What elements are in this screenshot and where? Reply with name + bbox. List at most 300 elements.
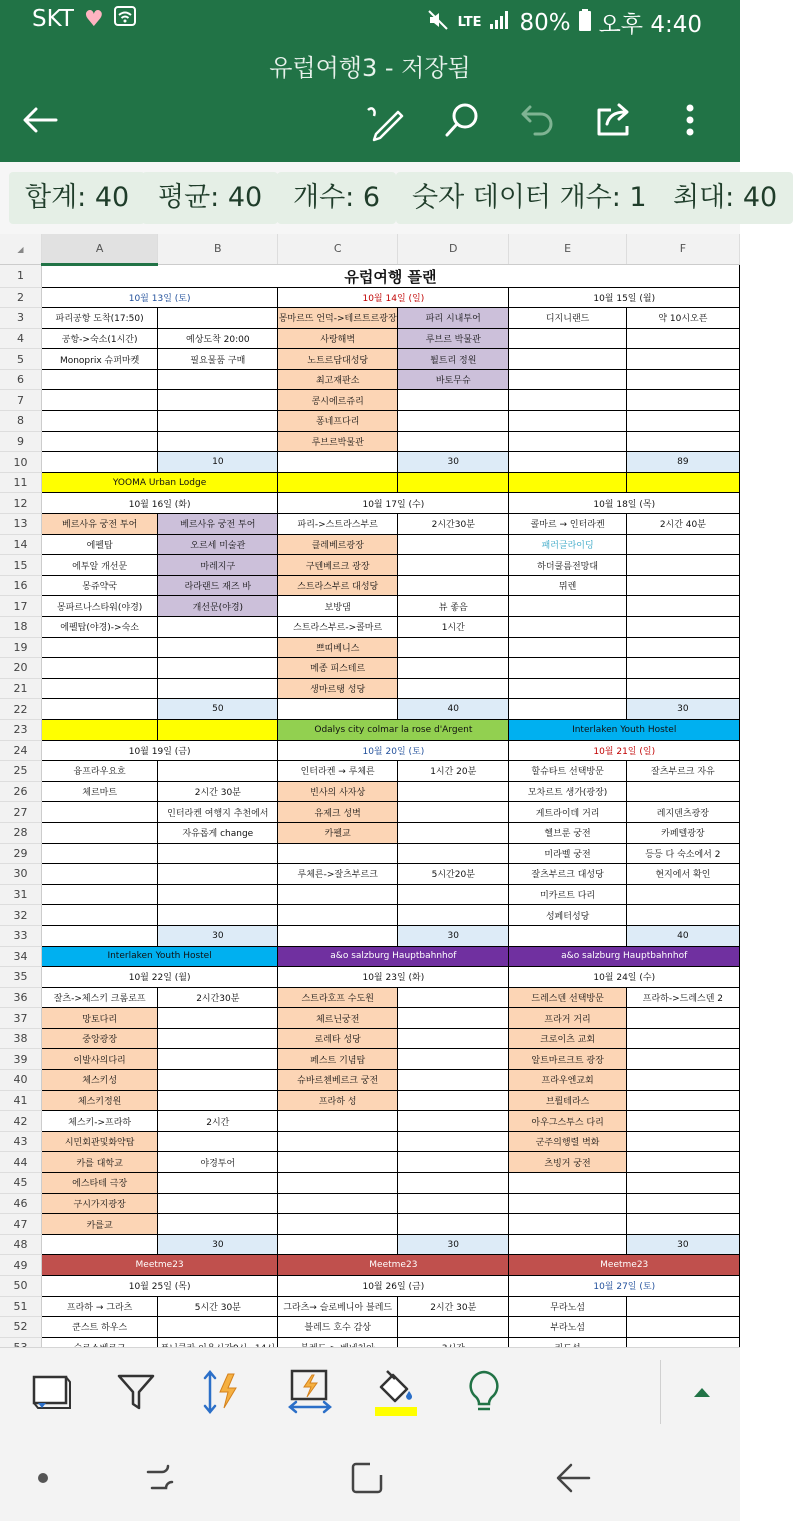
cell[interactable]: 40 — [398, 699, 509, 720]
cell[interactable] — [158, 843, 278, 864]
cell[interactable]: 10월 24일 (수) — [509, 967, 740, 988]
cell[interactable]: 시민회관및화약탑 — [41, 1131, 157, 1152]
draw-button[interactable] — [362, 98, 406, 142]
cell[interactable]: 콜마르 → 인터라켄 — [509, 514, 626, 535]
select-sheet-button[interactable] — [24, 1366, 76, 1418]
cell[interactable]: 망토다리 — [41, 1008, 157, 1029]
cell[interactable]: 잘츠->체스키 크롬로프 — [41, 987, 157, 1008]
cell[interactable]: 체스키성 — [41, 1070, 157, 1091]
cell[interactable]: 30 — [158, 925, 278, 946]
cell[interactable] — [509, 617, 626, 638]
column-header-c[interactable]: C — [278, 234, 398, 264]
cell[interactable] — [278, 452, 398, 473]
row-header[interactable]: 17 — [0, 596, 41, 617]
row-header[interactable]: 34 — [0, 946, 41, 967]
row-header[interactable]: 32 — [0, 905, 41, 926]
cell[interactable]: 2시간 30분 — [158, 781, 278, 802]
row-header[interactable]: 52 — [0, 1317, 41, 1338]
cell[interactable]: 50 — [158, 699, 278, 720]
cell[interactable] — [41, 719, 157, 740]
cell[interactable]: 약 10시오픈 — [626, 308, 739, 329]
cell[interactable]: 10월 14일 (일) — [278, 287, 509, 308]
row-header[interactable]: 18 — [0, 617, 41, 638]
cell[interactable] — [398, 637, 509, 658]
cell[interactable] — [158, 1028, 278, 1049]
cell[interactable]: 카펠교 — [278, 822, 398, 843]
cell[interactable]: Odalys city colmar la rose d'Argent — [278, 719, 509, 740]
cell[interactable] — [509, 328, 626, 349]
share-button[interactable] — [592, 98, 636, 142]
cell[interactable] — [398, 802, 509, 823]
ideas-button[interactable] — [458, 1366, 510, 1418]
cell[interactable] — [41, 905, 157, 926]
row-header[interactable]: 19 — [0, 637, 41, 658]
row-header[interactable]: 27 — [0, 802, 41, 823]
column-header-e[interactable]: E — [509, 234, 626, 264]
row-header[interactable]: 38 — [0, 1028, 41, 1049]
cell[interactable]: 모차르트 생가(광장) — [509, 781, 626, 802]
cell[interactable]: 마레지구 — [158, 555, 278, 576]
cell[interactable] — [398, 781, 509, 802]
cell[interactable] — [158, 637, 278, 658]
row-header[interactable]: 48 — [0, 1234, 41, 1255]
cell[interactable]: 10월 22일 (월) — [41, 967, 277, 988]
cell[interactable]: 프라우엔교회 — [509, 1070, 626, 1091]
cell[interactable] — [158, 864, 278, 885]
cell[interactable]: 브륄테라스 — [509, 1090, 626, 1111]
cell[interactable] — [626, 1090, 739, 1111]
cell[interactable] — [41, 843, 157, 864]
row-header[interactable]: 43 — [0, 1131, 41, 1152]
nav-dot-button[interactable] — [20, 1455, 66, 1501]
row-header[interactable]: 6 — [0, 369, 41, 390]
search-button[interactable] — [440, 98, 484, 142]
cell[interactable] — [278, 925, 398, 946]
cell[interactable]: 몽파르나스타워(야경) — [41, 596, 157, 617]
cell[interactable] — [626, 781, 739, 802]
cell[interactable]: Meetme23 — [41, 1255, 277, 1276]
row-header[interactable]: 47 — [0, 1214, 41, 1235]
cell[interactable]: 10월 21일 (일) — [509, 740, 740, 761]
cell[interactable] — [278, 1193, 398, 1214]
cell[interactable]: Interlaken Youth Hostel — [41, 946, 277, 967]
cell[interactable]: 스트라스부르->콜마르 — [278, 617, 398, 638]
cell[interactable]: 10월 23일 (화) — [278, 967, 509, 988]
cell[interactable] — [626, 1193, 739, 1214]
cell[interactable]: 군주의행렬 벽화 — [509, 1131, 626, 1152]
cell[interactable] — [158, 369, 278, 390]
row-header[interactable]: 11 — [0, 472, 41, 493]
cell[interactable]: 최고재판소 — [278, 369, 398, 390]
row-header[interactable]: 44 — [0, 1152, 41, 1173]
cell[interactable] — [158, 411, 278, 432]
cell[interactable] — [278, 1152, 398, 1173]
cell[interactable]: 보방댐 — [278, 596, 398, 617]
row-header[interactable]: 35 — [0, 967, 41, 988]
cell[interactable] — [158, 678, 278, 699]
cell[interactable]: 하더쿨름전망대 — [509, 555, 626, 576]
cell[interactable] — [626, 411, 739, 432]
cell[interactable]: 페스트 기념탑 — [278, 1049, 398, 1070]
cell[interactable]: 스트라호프 수도원 — [278, 987, 398, 1008]
cell[interactable]: 그라츠→ 슬로베니아 블레드 — [278, 1296, 398, 1317]
cell[interactable]: 헬브룬 궁전 — [509, 822, 626, 843]
cell[interactable]: 튈트리 정원 — [398, 349, 509, 370]
cell[interactable]: 베르사유 궁전 투어 — [41, 514, 157, 535]
cell[interactable]: 체스키->프라하 — [41, 1111, 157, 1132]
cell[interactable]: 츠빙거 궁전 — [509, 1152, 626, 1173]
cell[interactable]: 잘츠부르크 대성당 — [509, 864, 626, 885]
cell[interactable] — [278, 843, 398, 864]
cell[interactable] — [626, 369, 739, 390]
cell[interactable]: 5시간20분 — [398, 864, 509, 885]
cell[interactable]: 30 — [626, 699, 739, 720]
cell[interactable]: 패러글라이딩 — [509, 534, 626, 555]
cell[interactable] — [398, 1070, 509, 1091]
cell[interactable]: 라라랜드 재즈 바 — [158, 575, 278, 596]
cell[interactable]: 현지에서 확인 — [626, 864, 739, 885]
cell[interactable] — [158, 1049, 278, 1070]
cell[interactable] — [626, 884, 739, 905]
cell[interactable]: 30 — [398, 1234, 509, 1255]
cell[interactable] — [398, 1111, 509, 1132]
row-header[interactable]: 42 — [0, 1111, 41, 1132]
cell[interactable] — [626, 390, 739, 411]
cell[interactable]: 에투알 개선문 — [41, 555, 157, 576]
row-header[interactable]: 13 — [0, 514, 41, 535]
cell[interactable] — [398, 390, 509, 411]
cell[interactable] — [398, 575, 509, 596]
cell[interactable] — [626, 1131, 739, 1152]
cell[interactable] — [626, 1111, 739, 1132]
cell[interactable]: 프라거 거리 — [509, 1008, 626, 1029]
row-header[interactable]: 36 — [0, 987, 41, 1008]
cell[interactable] — [398, 431, 509, 452]
cell[interactable] — [41, 1234, 157, 1255]
cell[interactable] — [41, 658, 157, 679]
cell[interactable]: 로레타 성당 — [278, 1028, 398, 1049]
cell[interactable] — [158, 1131, 278, 1152]
recent-apps-button[interactable] — [137, 1455, 183, 1501]
cell[interactable] — [158, 1008, 278, 1029]
cell[interactable] — [398, 1152, 509, 1173]
cell[interactable] — [626, 1296, 739, 1317]
select-all-corner[interactable] — [0, 234, 41, 264]
cell[interactable] — [626, 431, 739, 452]
cell[interactable]: 할슈타트 선택방문 — [509, 761, 626, 782]
cell[interactable]: 10월 18일 (목) — [509, 493, 740, 514]
cell[interactable] — [626, 658, 739, 679]
cell[interactable] — [41, 431, 157, 452]
cell[interactable] — [41, 699, 157, 720]
cell[interactable]: Monoprix 슈퍼마켓 — [41, 349, 157, 370]
cell[interactable]: 10월 16일 (화) — [41, 493, 277, 514]
cell[interactable] — [158, 308, 278, 329]
row-header[interactable]: 37 — [0, 1008, 41, 1029]
cell[interactable]: 중앙광장 — [41, 1028, 157, 1049]
cell[interactable] — [509, 678, 626, 699]
max-chip[interactable]: 최대: 40 — [657, 172, 793, 224]
cell[interactable]: 30 — [158, 1234, 278, 1255]
row-header[interactable]: 51 — [0, 1296, 41, 1317]
cell[interactable] — [509, 390, 626, 411]
cell[interactable] — [398, 1049, 509, 1070]
cell[interactable] — [41, 802, 157, 823]
cell[interactable] — [41, 884, 157, 905]
cell[interactable]: 2시간 — [158, 1111, 278, 1132]
cell[interactable]: Meetme23 — [509, 1255, 740, 1276]
cell[interactable] — [398, 1131, 509, 1152]
cell[interactable] — [509, 369, 626, 390]
cell[interactable]: 10 — [158, 452, 278, 473]
cell[interactable] — [509, 411, 626, 432]
cell[interactable]: 뮈렌 — [509, 575, 626, 596]
row-header[interactable]: 4 — [0, 328, 41, 349]
cell[interactable]: 생마르탱 성당 — [278, 678, 398, 699]
row-header[interactable]: 24 — [0, 740, 41, 761]
cell[interactable]: 30 — [626, 1234, 739, 1255]
fill-color-button[interactable] — [370, 1366, 422, 1418]
cell[interactable] — [398, 1028, 509, 1049]
cell[interactable]: 2시간30분 — [158, 987, 278, 1008]
cell[interactable]: 드레스덴 선택방문 — [509, 987, 626, 1008]
cell[interactable]: 30 — [398, 452, 509, 473]
cell[interactable] — [41, 822, 157, 843]
cell[interactable] — [626, 1152, 739, 1173]
cell[interactable]: 몽마르뜨 언덕->테르트르광장 — [278, 308, 398, 329]
row-header[interactable]: 9 — [0, 431, 41, 452]
cell[interactable] — [158, 390, 278, 411]
numeric-count-chip[interactable]: 숫자 데이터 개수: 1 — [396, 172, 663, 224]
cell[interactable] — [509, 1214, 626, 1235]
cell[interactable]: 인터라켄 여행지 추천에서 — [158, 802, 278, 823]
cell[interactable]: 무라노섬 — [509, 1296, 626, 1317]
cell[interactable] — [41, 864, 157, 885]
cell[interactable]: YOOMA Urban Lodge — [41, 472, 277, 493]
cell[interactable]: 퐁네프다리 — [278, 411, 398, 432]
row-header[interactable]: 30 — [0, 864, 41, 885]
cell[interactable] — [626, 1173, 739, 1194]
cell[interactable] — [158, 1070, 278, 1091]
cell[interactable]: 에스타테 극장 — [41, 1173, 157, 1194]
cell[interactable]: 자유롭게 change — [158, 822, 278, 843]
system-back-button[interactable] — [550, 1455, 596, 1501]
row-header[interactable]: 46 — [0, 1193, 41, 1214]
cell[interactable]: 체르닌궁전 — [278, 1008, 398, 1029]
cell[interactable]: 루브르박물관 — [278, 431, 398, 452]
cell[interactable]: 1시간 20분 — [398, 761, 509, 782]
cell[interactable]: 레지덴츠광장 — [626, 802, 739, 823]
cell[interactable]: 필요물품 구매 — [158, 349, 278, 370]
cell[interactable]: a&o salzburg Hauptbahnhof — [278, 946, 509, 967]
cell[interactable]: 1시간 — [398, 617, 509, 638]
cell[interactable]: 노트르담대성당 — [278, 349, 398, 370]
row-header[interactable]: 15 — [0, 555, 41, 576]
cell[interactable]: 체르마트 — [41, 781, 157, 802]
cell[interactable] — [509, 431, 626, 452]
cell[interactable]: 크로이츠 교회 — [509, 1028, 626, 1049]
cell[interactable] — [626, 905, 739, 926]
cell[interactable]: 2시간 30분 — [398, 1296, 509, 1317]
autofit-column-width-button[interactable] — [284, 1366, 336, 1418]
cell[interactable] — [626, 555, 739, 576]
cell[interactable] — [398, 1317, 509, 1338]
cell[interactable]: 프라하 성 — [278, 1090, 398, 1111]
cell[interactable]: 유제크 성벽 — [278, 802, 398, 823]
cell[interactable] — [398, 534, 509, 555]
cell[interactable]: 등등 다 숙소에서 2 — [626, 843, 739, 864]
cell[interactable] — [278, 1234, 398, 1255]
cell[interactable]: 10월 17일 (수) — [278, 493, 509, 514]
cell[interactable]: 게트라이데 거리 — [509, 802, 626, 823]
autofit-row-height-button[interactable] — [196, 1366, 248, 1418]
cell[interactable] — [398, 555, 509, 576]
cell[interactable] — [626, 596, 739, 617]
cell[interactable]: 구시가지광장 — [41, 1193, 157, 1214]
cell[interactable] — [278, 1173, 398, 1194]
cell[interactable]: 프라하->드레스덴 2 — [626, 987, 739, 1008]
cell[interactable]: 예상도착 20:00 — [158, 328, 278, 349]
cell[interactable]: 구텐베르크 광장 — [278, 555, 398, 576]
cell[interactable]: 파리공항 도착(17:50) — [41, 308, 157, 329]
row-header[interactable]: 20 — [0, 658, 41, 679]
cell[interactable] — [278, 1131, 398, 1152]
cell[interactable]: 메종 피스테르 — [278, 658, 398, 679]
cell[interactable] — [509, 658, 626, 679]
cell[interactable]: 공항->숙소(1시간) — [41, 328, 157, 349]
cell[interactable]: 이발사의다리 — [41, 1049, 157, 1070]
cell[interactable]: 루체른->잘츠부르크 — [278, 864, 398, 885]
cell[interactable] — [626, 1049, 739, 1070]
cell[interactable]: 에펠탑(야경)->숙소 — [41, 617, 157, 638]
cell[interactable]: a&o salzburg Hauptbahnhof — [509, 946, 740, 967]
cell[interactable] — [41, 925, 157, 946]
cell[interactable]: 잘츠부르크 자유 — [626, 761, 739, 782]
row-header[interactable]: 22 — [0, 699, 41, 720]
cell[interactable] — [278, 472, 398, 493]
cell[interactable] — [626, 617, 739, 638]
cell[interactable] — [398, 843, 509, 864]
row-header[interactable]: 14 — [0, 534, 41, 555]
row-header[interactable]: 25 — [0, 761, 41, 782]
cell[interactable] — [509, 596, 626, 617]
cell[interactable]: 개선문(야경) — [158, 596, 278, 617]
cell[interactable] — [398, 1008, 509, 1029]
cell[interactable] — [626, 534, 739, 555]
cell[interactable]: 2시간 40분 — [626, 514, 739, 535]
spreadsheet-grid[interactable] — [0, 234, 740, 1347]
row-header[interactable]: 10 — [0, 452, 41, 473]
cell[interactable] — [158, 617, 278, 638]
cell[interactable]: 5시간 30분 — [158, 1296, 278, 1317]
cell[interactable] — [158, 658, 278, 679]
cell[interactable] — [626, 575, 739, 596]
count-chip[interactable]: 개수: 6 — [277, 172, 396, 224]
cell[interactable] — [158, 431, 278, 452]
row-header[interactable]: 8 — [0, 411, 41, 432]
cell[interactable]: 야경투어 — [158, 1152, 278, 1173]
cell[interactable] — [626, 1008, 739, 1029]
cell[interactable]: 89 — [626, 452, 739, 473]
cell[interactable] — [278, 1214, 398, 1235]
cell[interactable]: 에펠탑 — [41, 534, 157, 555]
cell[interactable] — [509, 1173, 626, 1194]
column-header-b[interactable]: B — [158, 234, 278, 264]
cell[interactable]: 10월 27일 (토) — [509, 1276, 740, 1297]
cell[interactable] — [398, 1090, 509, 1111]
cell[interactable] — [158, 884, 278, 905]
cell[interactable] — [626, 472, 739, 493]
row-header[interactable]: 28 — [0, 822, 41, 843]
cell[interactable] — [278, 884, 398, 905]
row-header[interactable]: 40 — [0, 1070, 41, 1091]
cell[interactable]: 빈사의 사자상 — [278, 781, 398, 802]
cell[interactable]: 체스키정원 — [41, 1090, 157, 1111]
cell[interactable]: 프라하 → 그라츠 — [41, 1296, 157, 1317]
row-header[interactable]: 29 — [0, 843, 41, 864]
cell[interactable] — [278, 905, 398, 926]
cell[interactable] — [158, 1214, 278, 1235]
row-header[interactable]: 45 — [0, 1173, 41, 1194]
cell[interactable]: 블레드 호수 감상 — [278, 1317, 398, 1338]
cell[interactable]: 뷰 좋음 — [398, 596, 509, 617]
cell[interactable]: 미라벨 궁전 — [509, 843, 626, 864]
cell[interactable] — [626, 678, 739, 699]
cell[interactable] — [509, 1234, 626, 1255]
row-header[interactable]: 16 — [0, 575, 41, 596]
cell[interactable] — [278, 1111, 398, 1132]
undo-button[interactable] — [516, 98, 560, 142]
cell[interactable] — [509, 925, 626, 946]
cell[interactable] — [41, 452, 157, 473]
row-header[interactable]: 5 — [0, 349, 41, 370]
cell[interactable]: 10월 26일 (금) — [278, 1276, 509, 1297]
cell[interactable] — [398, 905, 509, 926]
row-header[interactable]: 12 — [0, 493, 41, 514]
back-button[interactable] — [18, 98, 62, 142]
row-header[interactable]: 41 — [0, 1090, 41, 1111]
cell[interactable] — [626, 1028, 739, 1049]
cell[interactable] — [398, 411, 509, 432]
cell[interactable] — [626, 1070, 739, 1091]
cell[interactable] — [626, 637, 739, 658]
cell[interactable]: 알트마르크트 광장 — [509, 1049, 626, 1070]
cell[interactable] — [158, 1090, 278, 1111]
cell[interactable]: 베르사유 궁전 투어 — [158, 514, 278, 535]
cell[interactable]: 클레베르광장 — [278, 534, 398, 555]
cell[interactable] — [158, 719, 278, 740]
cell[interactable]: 쿤스트 하우스 — [41, 1317, 157, 1338]
cell[interactable] — [158, 1193, 278, 1214]
cell[interactable] — [398, 884, 509, 905]
cell[interactable]: 디지니랜드 — [509, 308, 626, 329]
cell[interactable]: 콩시에르쥬리 — [278, 390, 398, 411]
row-header[interactable]: 2 — [0, 287, 41, 308]
row-header[interactable]: 49 — [0, 1255, 41, 1276]
expand-ribbon-button[interactable] — [676, 1366, 728, 1418]
row-header[interactable]: 21 — [0, 678, 41, 699]
cell[interactable] — [509, 349, 626, 370]
cell[interactable] — [398, 1173, 509, 1194]
cell[interactable] — [41, 411, 157, 432]
cell[interactable]: 루브르 박물관 — [398, 328, 509, 349]
cell[interactable] — [626, 349, 739, 370]
column-header-f[interactable]: F — [626, 234, 739, 264]
row-header[interactable]: 3 — [0, 308, 41, 329]
cell[interactable]: 30 — [398, 925, 509, 946]
cell[interactable]: 유럽여행 플랜 — [41, 264, 739, 287]
cell[interactable]: 스트라스부르 대성당 — [278, 575, 398, 596]
